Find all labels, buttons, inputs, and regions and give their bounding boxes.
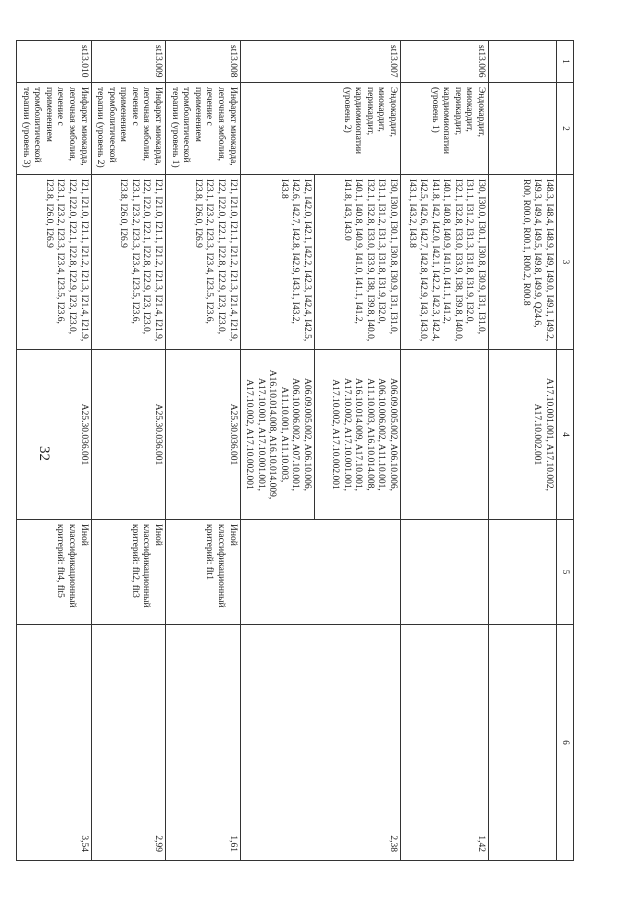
row-criteria: Иной классификационный критерий: flt2, flt3 [91,520,165,625]
table-row [91,41,165,861]
row-diagnosis-codes: I21, I21.0, I21.1, I21.2, I21.3, I21.4, I21.9, I22, I22.0, I22.1, I22.8, I22.9, I23, I23.0, I23.1, I23.2, I23.3, I23.4, I23.5, I23.6, I23.8, I26.0, I26.9 [166,175,240,350]
table-row [489,41,557,861]
row-service-codes: A25.30.036.001 [91,350,165,520]
row-code [489,41,557,83]
row-service-codes: A06.09.005.002, A06.10.006, A06.10.006.002, A11.10.001, A11.10.003, A16.10.014.008, A16.10.014.009, A17.10.001, A17.10.002, A17.10.001.001, A17.10.002, A17.10.002.001 [315,350,401,520]
row-coefficient: 1,42 [401,625,489,861]
column-header-row [557,41,574,861]
row-criteria [240,520,400,625]
row-name [489,83,557,175]
column-header: 2 [557,83,574,175]
row-diagnosis-codes: I30, I30.0, I30.1, I30.8, I30.9, I31, I31.0, I31.1, I31.2, I31.3, I31.8, I31.9, I32.0, I32.1, I32.8, I33.0, I33.9, I38, I39.8, I40.0, I40.1, I40.8, I40.9, I41.0, I41.1, I41.2, I41.8, I42, I42.0, I42.1, I42.2, I42.3, I42.4, I42.5, I42.6, I42.7, I42.8, I42.9, I43, I43.0, I43.1, I43.2, I43.8 [401,175,489,350]
row-coefficient: 2,38 [240,625,400,861]
row-criteria [489,520,557,625]
row-name: Инфаркт миокарда, легочная эмболия, лечение с применением тромболитической терапии (уровень 1) [166,83,240,175]
row-criteria: Иной классификационный критерий: flt1 [166,520,240,625]
row-criteria [401,520,489,625]
row-name: Эндокардит, миокардит, перикардит, кардиомиопатии (уровень 1) [401,83,489,175]
table-row [17,41,91,861]
row-diagnosis-codes: I30, I30.0, I30.1, I30.8, I30.9, I31, I31.0, I31.1, I31.2, I31.3, I31.8, I31.9, I32.0, I32.1, I32.8, I33.0, I33.9, I38, I39.8, I40.0, I40.1, I40.8, I40.9, I41.0, I41.1, I41.2, I41.8, I43, I43.0 [315,175,401,350]
column-header: 5 [557,520,574,625]
row-diagnosis-codes: I21, I21.0, I21.1, I21.2, I21.3, I21.4, I21.9, I22, I22.0, I22.1, I22.8, I22.9, I23, I23.0, I23.1, I23.2, I23.3, I23.4, I23.5, I23.6, I23.8, I26.0, I26.9 [17,175,91,350]
column-header: 6 [557,625,574,861]
table-row [315,41,401,861]
row-service-codes: A25.30.036.001 [166,350,240,520]
column-header: 3 [557,175,574,350]
row-service-codes [401,350,489,520]
row-name: Инфаркт миокарда, легочная эмболия, лечение с применением тромболитической терапии (уровень 3) [17,83,91,175]
row-code: st13.008 [166,41,240,83]
page-number: 32 [36,446,52,461]
row-coefficient: 2,99 [91,625,165,861]
row-service-codes: A17.10.001.001, A17.10.002, A17.10.002.001 [489,350,557,520]
row-diagnosis-codes: I21, I21.0, I21.1, I21.2, I21.3, I21.4, I21.9, I22, I22.0, I22.1, I22.8, I22.9, I23, I23.0, I23.1, I23.2, I23.3, I23.4, I23.5, I23.6, I23.8, I26.0, I26.9 [91,175,165,350]
table-row [401,41,489,861]
row-diagnosis-codes: I42, I42.0, I42.1, I42.2, I42.3, I42.4, I42.5, I42.6, I42.7, I42.8, I42.9, I43.1, I43.2, I43.8 [240,175,314,350]
row-code: st13.009 [91,41,165,83]
row-coefficient: 3,54 [17,625,91,861]
row-name: Инфаркт миокарда, легочная эмболия, лечение с применением тромболитической терапии (уровень 2) [91,83,165,175]
column-header: 4 [557,350,574,520]
table-row [166,41,240,861]
row-name: Эндокардит, миокардит, перикардит, кардиомиопатии (уровень 2) [240,83,400,175]
row-service-codes: A25.30.036.001 [17,350,91,520]
row-code: st13.006 [401,41,489,83]
rotated-table-container [20,40,574,860]
row-criteria: Иной классификационный критерий: flt4, flt5 [17,520,91,625]
row-code: st13.007 [240,41,400,83]
column-header: 1 [557,41,574,83]
row-service-codes: A06.09.005.002, A06.10.006, A06.10.006.002, A07.10.001, A11.10.001, A11.10.003, A16.10.014.008, A16.10.014.009, A17.10.001, A17.10.001.001, A17.10.002, A17.10.002.001 [240,350,314,520]
row-diagnosis-codes: I48.3, I48.4, I48.9, I49, I49.0, I49.1, I49.2, I49.3, I49.4, I49.5, I49.8, I49.9, Q24.6, R00, R00.0, R00.1, R00.2, R00.8 [489,175,557,350]
csg-table [16,40,574,861]
row-code: st13.010 [17,41,91,83]
row-coefficient: 1,61 [166,625,240,861]
row-coefficient [489,625,557,861]
